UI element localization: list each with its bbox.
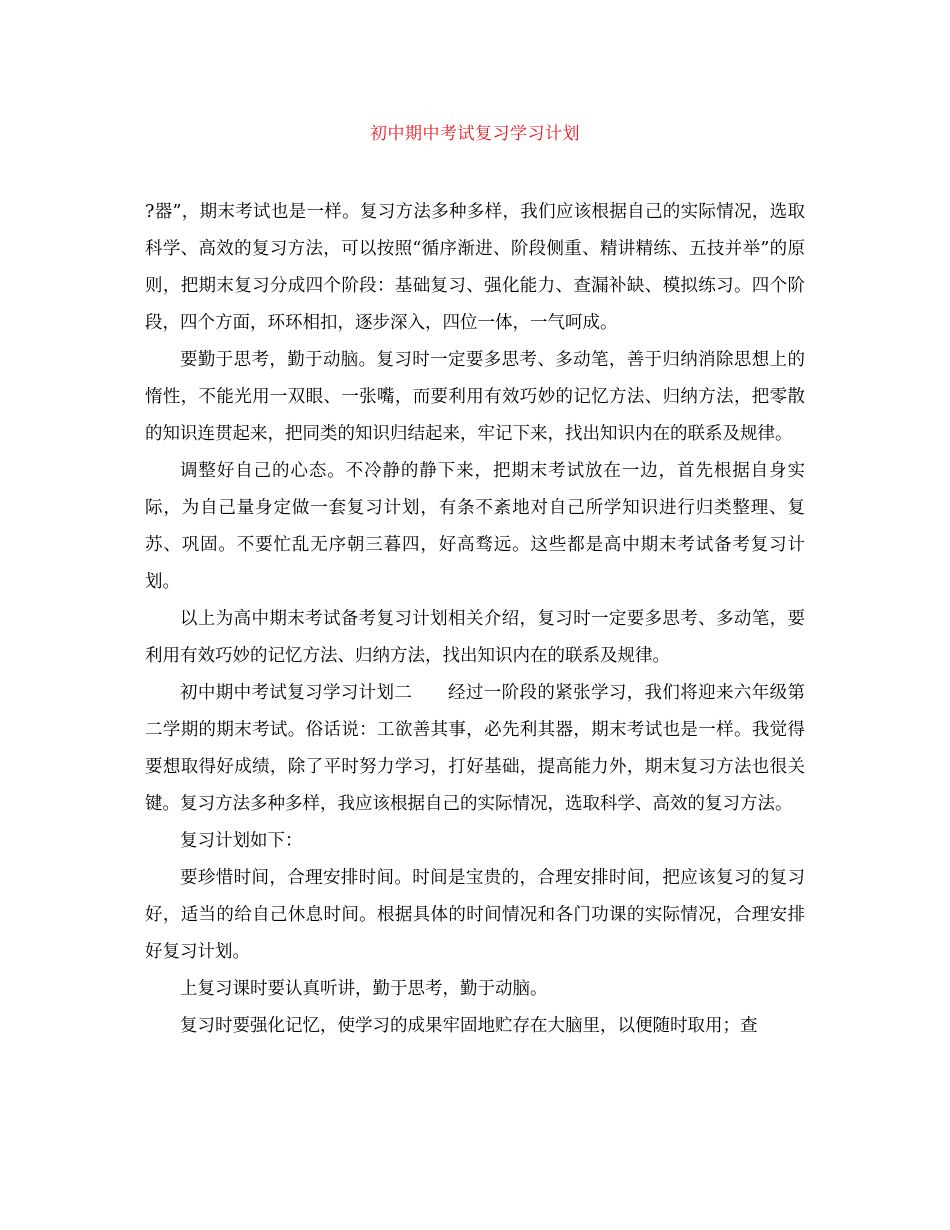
- paragraph-1: ?器”，期末考试也是一样。复习方法多种多样，我们应该根据自己的实际情况，选取科学、高效的复习方法，可以按照“循序渐进、阶段侧重、精讲精练、五技并举”的原则，把期末复习分成四个阶段：基础复习、强化能力、查漏补缺、模拟练习。四个阶段，四个方面，环环相扣，逐步深入，四位一体，一气呵成。: [145, 202, 805, 333]
- paragraph-8: 上复习课时要认真听讲，勤于思考，勤于动脑。: [180, 979, 548, 999]
- paragraph-2: 要勤于思考，勤于动脑。复习时一定要多思考、多动笔，善于归纳消除思想上的惰性，不能光用一双眼、一张嘴，而要利用有效巧妙的记忆方法、归纳方法，把零散的知识连贯起来，把同类的知识归结起来，牢记下来，找出知识内在的联系及规律。: [145, 350, 805, 444]
- paragraph-4: 以上为高中期末考试备考复习计划相关介绍，复习时一定要多思考、多动笔，要利用有效巧妙的记忆方法、归纳方法，找出知识内在的联系及规律。: [145, 609, 805, 666]
- paragraph-9: 复习时要强化记忆，使学习的成果牢固地贮存在大脑里，以便随时取用；查: [180, 1016, 758, 1036]
- paragraph-7: 要珍惜时间，合理安排时间。时间是宝贵的，合理安排时间，把应该复习的复习好，适当的给自己休息时间。根据具体的时间情况和各门功课的实际情况，合理安排好复习计划。: [145, 868, 805, 962]
- paragraph-3: 调整好自己的心态。不冷静的静下来，把期末考试放在一边，首先根据自身实际，为自己量身定做一套复习计划，有条不紊地对自己所学知识进行归类整理、复苏、巩固。不要忙乱无序朝三暮四，好高骛远。这些都是高中期末考试备考复习计划。: [145, 461, 805, 592]
- paragraph-5: 初中期中考试复习学习计划二 经过一阶段的紧张学习，我们将迎来六年级第二学期的期末考试。俗话说：工欲善其事，必先利其器，期末考试也是一样。我觉得要想取得好成绩，除了平时努力学习，打好基础，提高能力外，期末复习方法也很关键。复习方法多种多样，我应该根据自己的实际情况，选取科学、高效的复习方法。: [145, 683, 805, 814]
- document-title: 初中期中考试复习学习计划: [370, 124, 580, 144]
- document-body: [145, 194, 805, 1045]
- paragraph-6: 复习计划如下：: [180, 831, 303, 851]
